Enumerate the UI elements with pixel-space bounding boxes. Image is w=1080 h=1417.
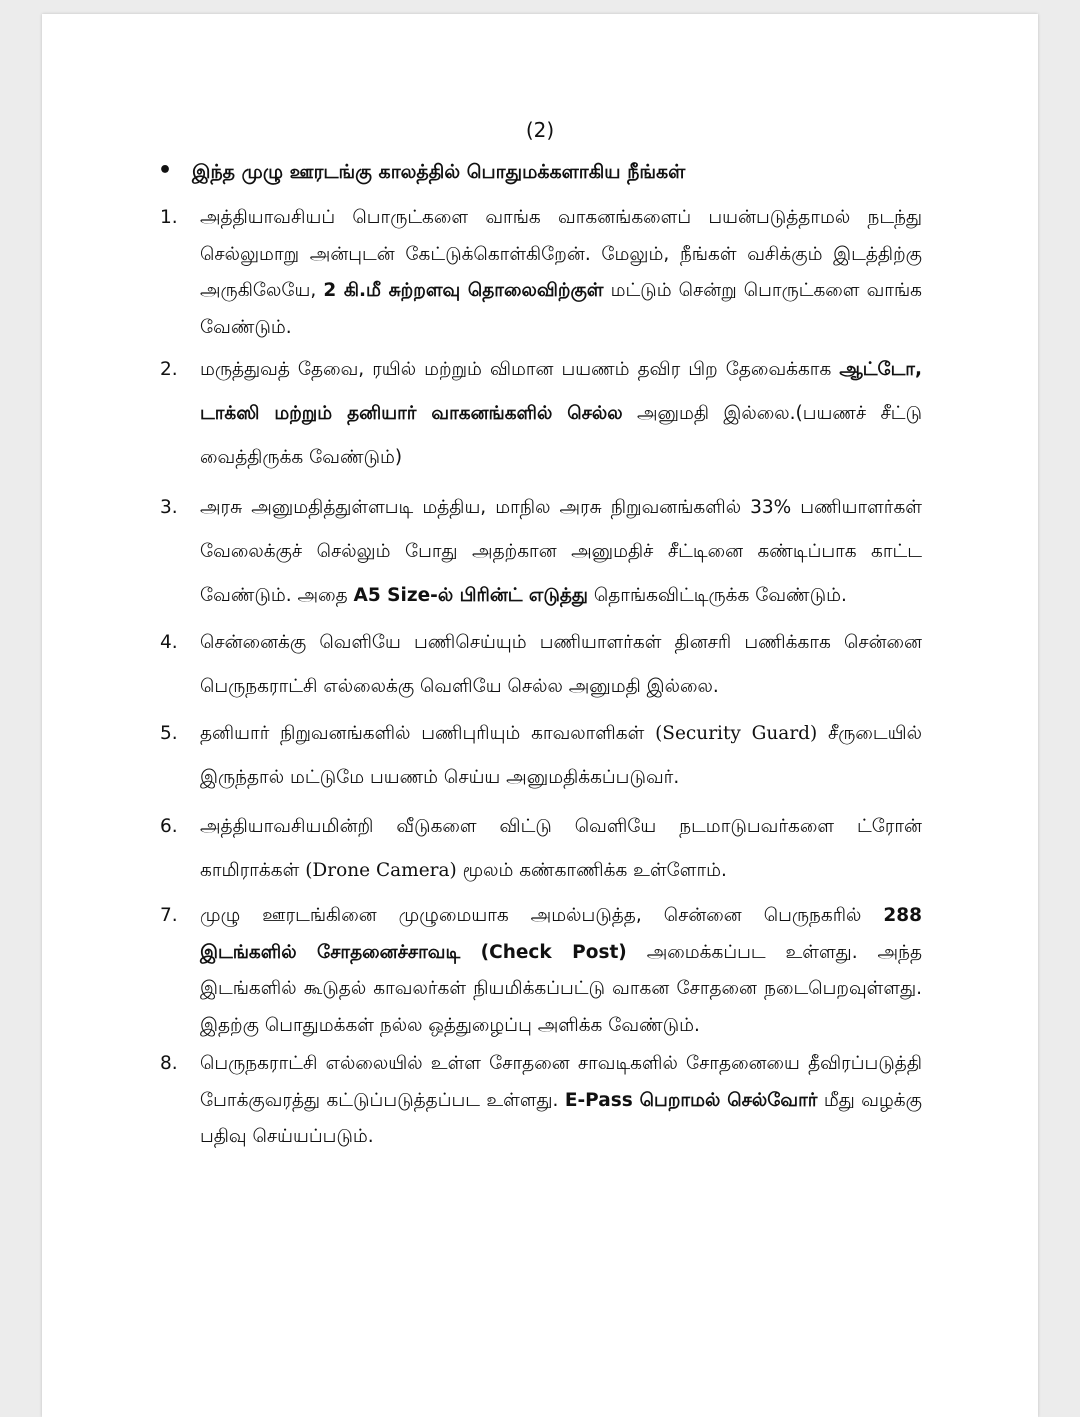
item-text-part: அமைக்கப்பட உள்ளது. அந்த இடங்களில் கூடுதல் காவலர்கள் நியமிக்கப்பட்டு வாகன சோதனை நடைபெறவுள்ளது. இதற்கு பொதுமக்கள் நல்ல ஒத்துழைப்பு அளிக்க வேண்டும். [200, 941, 923, 1036]
item-bold-text: ஆட்டோ, டாக்ஸி மற்றும் தனியார் வாகனங்களில் செல்ல [200, 359, 922, 424]
item-text-part: தொங்கவிட்டிருக்க வேண்டும். [587, 585, 847, 606]
instruction-list [160, 200, 922, 1156]
item-text-part: சீருடையில் இருந்தால் மட்டுமே பயணம் செய்ய அனுமதிக்கப்படுவர். [200, 723, 922, 788]
list-item [160, 712, 922, 800]
item-number: 4. [160, 632, 178, 653]
item-text-part: மட்டும் சென்று பொருட்களை வாங்க வேண்டும். [200, 280, 922, 338]
document-page [42, 14, 1038, 1417]
item-text-part: மீது வழக்கு பதிவு செய்யப்படும். [200, 1089, 922, 1147]
item-text-part: தனியார் நிறுவனங்களில் பணிபுரியும் காவலாளிகள் [200, 723, 656, 744]
item-number: 2. [160, 359, 178, 380]
heading-text: இந்த முழு ஊரடங்கு காலத்தில் பொதுமக்களாகிய நீங்கள் [192, 161, 686, 183]
item-text-part: சென்னைக்கு வெளியே பணிசெய்யும் பணியாளர்கள் தினசரி பணிக்காக சென்னை பெருநகராட்சி எல்லைக்கு வெளியே செல்ல அனுமதி இல்லை. [200, 632, 922, 697]
list-item [160, 1046, 922, 1156]
list-item [160, 486, 922, 618]
item-text [200, 805, 922, 893]
item-text-part: மூலம் கண்காணிக்க உள்ளோம். [456, 860, 727, 881]
item-text-part: அத்தியாவசியப் பொருட்களை வாங்க வாகனங்களைப் பயன்படுத்தாமல் நடந்து செல்லுமாறு அன்புடன் கேட்டுக்கொள்கிறேன். மேலும், நீங்கள் வசிக்கும் இடத்திற்கு அருகிலேயே, [200, 207, 922, 301]
item-text-part: பெருநகராட்சி எல்லையில் உள்ள சோதனை சாவடிகளில் சோதனையை தீவிரப்படுத்தி போக்குவரத்து கட்டுப்படுத்தப்பட உள்ளது. [200, 1053, 922, 1111]
item-text [200, 348, 922, 480]
item-text-part: அத்தியாவசியமின்றி வீடுகளை விட்டு வெளியே நடமாடுபவர்களை ட்ரோன் காமிராக்கள் [200, 816, 922, 881]
item-text [200, 621, 922, 709]
list-item [160, 348, 922, 480]
item-number: 5. [160, 723, 178, 744]
item-text [200, 200, 922, 346]
item-number: 1. [160, 207, 178, 228]
item-number: 6. [160, 816, 178, 837]
list-item [160, 621, 922, 709]
item-number: 8. [160, 1053, 178, 1074]
item-text [200, 712, 922, 800]
item-text-part: மருத்துவத் தேவை, ரயில் மற்றும் விமான பயணம் தவிர பிற தேவைக்காக [200, 359, 840, 380]
list-item [160, 805, 922, 893]
page-number: (2) [525, 118, 555, 142]
item-text-part: முழு ஊரடங்கினை முழுமையாக அமல்படுத்த, சென்னை பெருநகரில் [200, 905, 884, 926]
list-item [160, 200, 922, 346]
item-bold-text: 288 இடங்களில் சோதனைச்சாவடி (Check Post) [200, 905, 922, 963]
item-bold-text: 2 கி.மீ சுற்றளவு தொலைவிற்குள் [323, 280, 604, 301]
item-text [200, 1046, 922, 1156]
bullet-icon: • [158, 158, 173, 183]
item-english-text: (Security Guard) [655, 723, 818, 744]
item-text [200, 486, 922, 618]
item-bold-text: E-Pass பெறாமல் செல்வோர் [564, 1089, 818, 1111]
item-text [200, 898, 922, 1044]
item-text-part: அரசு அனுமதித்துள்ளபடி மத்திய, மாநில அரசு நிறுவனங்களில் 33% பணியாளர்கள் வேலைக்குச் செல்லும் போது அதற்கான அனுமதிச் சீட்டினை கண்டிப்பாக காட்ட வேண்டும். அதை [200, 497, 922, 606]
item-number: 3. [160, 497, 178, 518]
item-text-part: அனுமதி இல்லை.(பயணச் சீட்டு வைத்திருக்க வேண்டும்) [200, 403, 922, 468]
section-heading [158, 158, 958, 186]
item-bold-text: A5 Size-ல் பிரின்ட் எடுத்து [353, 585, 588, 606]
item-english-text: (Drone Camera) [305, 860, 457, 881]
item-number: 7. [160, 905, 178, 926]
list-item [160, 898, 922, 1044]
